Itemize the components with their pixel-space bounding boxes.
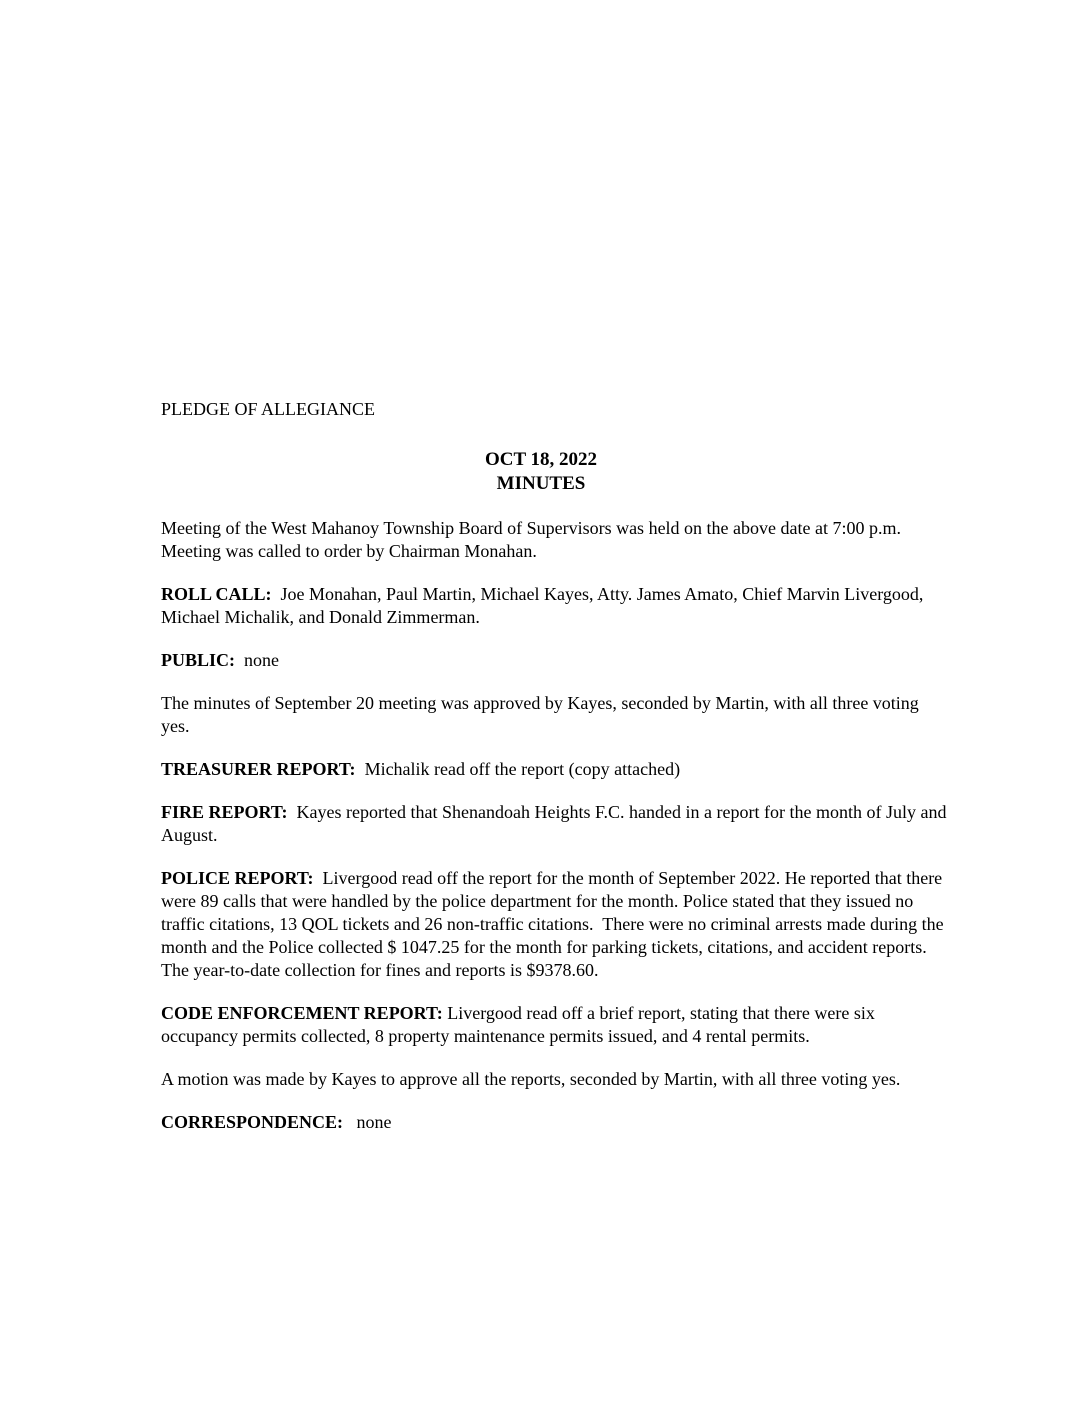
document-title: MINUTES: [496, 473, 586, 494]
pledge-heading: PLEDGE OF ALLEGIANCE: [161, 399, 375, 419]
public-label: PUBLIC:: [161, 650, 236, 670]
minutes-page: [161, 398, 951, 1134]
fire-report-label: FIRE REPORT:: [161, 802, 288, 822]
police-report-label: POLICE REPORT:: [161, 868, 314, 888]
police-report-section: [161, 867, 951, 982]
code-enforcement-label: CODE ENFORCEMENT REPORT:: [161, 1003, 443, 1023]
correspondence-label: CORRESPONDENCE:: [161, 1112, 344, 1132]
public-text: none: [235, 650, 280, 670]
correspondence-text: none: [343, 1112, 392, 1132]
roll-call-label: ROLL CALL:: [161, 584, 272, 604]
correspondence-section: [161, 1111, 951, 1134]
intro-paragraph: Meeting of the West Mahanoy Township Board of Supervisors was held on the above date at 7:00 p.m. Meeting was called to order by Chairman Monahan.: [161, 518, 901, 561]
document-header: [161, 448, 921, 496]
code-enforcement-text: Livergood read off a brief report, stating that there were six occupancy permits collected, 8 property maintenance permits issued, and 4 rental permits.: [161, 1003, 880, 1046]
roll-call-section: [161, 583, 951, 629]
reports-motion-paragraph: A motion was made by Kayes to approve all the reports, seconded by Martin, with all three voting yes.: [161, 1069, 901, 1089]
treasurer-report-section: [161, 758, 951, 781]
roll-call-text: Joe Monahan, Paul Martin, Michael Kayes, Atty. James Amato, Chief Marvin Livergood, Michael Michalik, and Donald Zimmerman.: [161, 584, 928, 627]
public-section: [161, 649, 951, 672]
police-report-text: Livergood read off the report for the month of September 2022. He reported that there were 89 calls that were handled by the police department for the month. Police stated that they issued no traffic citations, 13 QOL tickets and 26 non-traffic citations. There were no criminal arrests made during the month and the Police collected $ 1047.25 for the month for parking tickets, citations, and accident reports. The year-to-date collection for fines and reports is $9378.60.: [161, 868, 949, 980]
code-enforcement-section: [161, 1002, 951, 1048]
treasurer-report-text: Michalik read off the report (copy attached): [355, 759, 681, 779]
fire-report-text: Kayes reported that Shenandoah Heights F.C. handed in a report for the month of July and August.: [161, 802, 950, 845]
fire-report-section: [161, 801, 951, 847]
treasurer-report-label: TREASURER REPORT:: [161, 759, 356, 779]
meeting-date: OCT 18, 2022: [484, 449, 598, 470]
minutes-approval-paragraph: The minutes of September 20 meeting was approved by Kayes, seconded by Martin, with all three voting yes.: [161, 693, 919, 736]
